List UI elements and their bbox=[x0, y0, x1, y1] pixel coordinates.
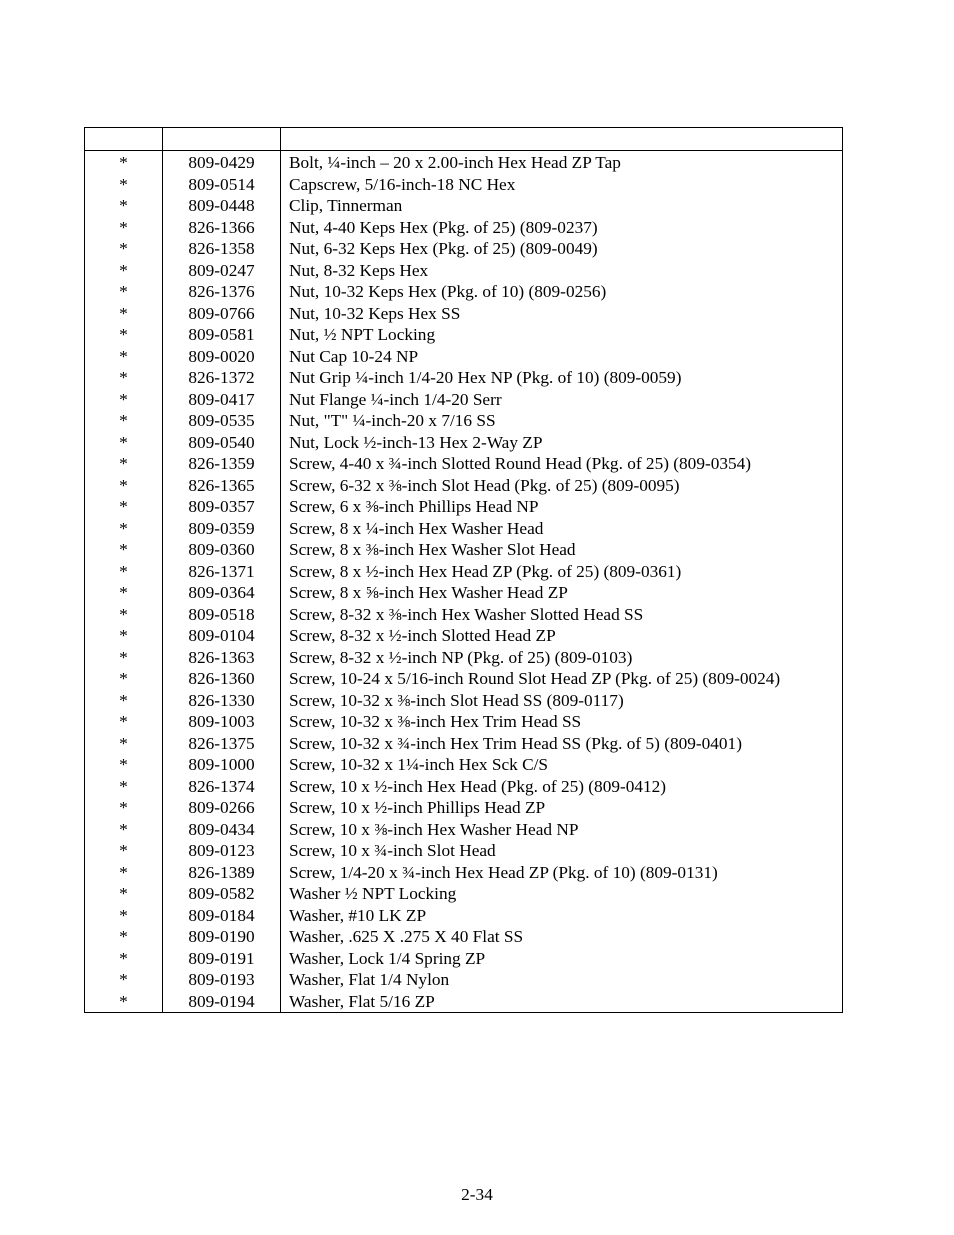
part-description: Clip, Tinnerman bbox=[281, 195, 843, 217]
part-description: Screw, 8-32 x ½-inch Slotted Head ZP bbox=[281, 625, 843, 647]
part-number: 809-0514 bbox=[163, 174, 281, 196]
part-description: Washer, .625 X .275 X 40 Flat SS bbox=[281, 926, 843, 948]
table-row bbox=[85, 453, 843, 475]
row-mark: * bbox=[85, 410, 163, 432]
part-number: 809-0364 bbox=[163, 582, 281, 604]
part-number: 809-1003 bbox=[163, 711, 281, 733]
row-mark: * bbox=[85, 776, 163, 798]
part-number: 809-0581 bbox=[163, 324, 281, 346]
part-number: 809-0123 bbox=[163, 840, 281, 862]
row-mark: * bbox=[85, 281, 163, 303]
table-row bbox=[85, 217, 843, 239]
part-number: 809-0448 bbox=[163, 195, 281, 217]
row-mark: * bbox=[85, 819, 163, 841]
part-number: 809-0357 bbox=[163, 496, 281, 518]
table-body bbox=[85, 151, 843, 1013]
table-row bbox=[85, 518, 843, 540]
table-row bbox=[85, 905, 843, 927]
part-description: Screw, 8-32 x ½-inch NP (Pkg. of 25) (809-0103) bbox=[281, 647, 843, 669]
part-number: 826-1374 bbox=[163, 776, 281, 798]
table-row bbox=[85, 991, 843, 1013]
part-number: 809-0360 bbox=[163, 539, 281, 561]
part-number: 809-0104 bbox=[163, 625, 281, 647]
row-mark: * bbox=[85, 690, 163, 712]
header-mark bbox=[85, 128, 163, 151]
part-number: 826-1365 bbox=[163, 475, 281, 497]
table-row bbox=[85, 367, 843, 389]
part-description: Nut Flange ¼-inch 1/4-20 Serr bbox=[281, 389, 843, 411]
table-row bbox=[85, 475, 843, 497]
table-row bbox=[85, 174, 843, 196]
table-row bbox=[85, 668, 843, 690]
row-mark: * bbox=[85, 711, 163, 733]
part-number: 826-1360 bbox=[163, 668, 281, 690]
part-description: Screw, 10 x ¾-inch Slot Head bbox=[281, 840, 843, 862]
part-number: 826-1376 bbox=[163, 281, 281, 303]
part-description: Screw, 6-32 x ⅜-inch Slot Head (Pkg. of 25) (809-0095) bbox=[281, 475, 843, 497]
table-row bbox=[85, 582, 843, 604]
row-mark: * bbox=[85, 733, 163, 755]
part-description: Nut, ½ NPT Locking bbox=[281, 324, 843, 346]
table-row bbox=[85, 151, 843, 174]
part-description: Screw, 10-32 x ¾-inch Hex Trim Head SS (Pkg. of 5) (809-0401) bbox=[281, 733, 843, 755]
part-number: 809-0535 bbox=[163, 410, 281, 432]
table-row bbox=[85, 797, 843, 819]
part-description: Washer, Flat 5/16 ZP bbox=[281, 991, 843, 1013]
part-number: 809-0359 bbox=[163, 518, 281, 540]
table-row bbox=[85, 733, 843, 755]
row-mark: * bbox=[85, 840, 163, 862]
row-mark: * bbox=[85, 969, 163, 991]
part-description: Washer, Lock 1/4 Spring ZP bbox=[281, 948, 843, 970]
row-mark: * bbox=[85, 604, 163, 626]
row-mark: * bbox=[85, 367, 163, 389]
table-row bbox=[85, 604, 843, 626]
row-mark: * bbox=[85, 217, 163, 239]
part-description: Screw, 10 x ½-inch Phillips Head ZP bbox=[281, 797, 843, 819]
row-mark: * bbox=[85, 862, 163, 884]
part-description: Nut, Lock ½-inch-13 Hex 2-Way ZP bbox=[281, 432, 843, 454]
row-mark: * bbox=[85, 668, 163, 690]
table-row bbox=[85, 195, 843, 217]
row-mark: * bbox=[85, 475, 163, 497]
table-row bbox=[85, 281, 843, 303]
part-description: Nut, 4-40 Keps Hex (Pkg. of 25) (809-0237) bbox=[281, 217, 843, 239]
table-row bbox=[85, 711, 843, 733]
part-description: Nut Cap 10-24 NP bbox=[281, 346, 843, 368]
row-mark: * bbox=[85, 754, 163, 776]
part-description: Screw, 10-32 x ⅜-inch Hex Trim Head SS bbox=[281, 711, 843, 733]
part-number: 809-0247 bbox=[163, 260, 281, 282]
part-number: 826-1389 bbox=[163, 862, 281, 884]
part-description: Screw, 8-32 x ⅜-inch Hex Washer Slotted Head SS bbox=[281, 604, 843, 626]
table-row bbox=[85, 496, 843, 518]
row-mark: * bbox=[85, 539, 163, 561]
table-row bbox=[85, 561, 843, 583]
part-description: Screw, 8 x ¼-inch Hex Washer Head bbox=[281, 518, 843, 540]
part-description: Screw, 8 x ⅝-inch Hex Washer Head ZP bbox=[281, 582, 843, 604]
part-description: Screw, 4-40 x ¾-inch Slotted Round Head (Pkg. of 25) (809-0354) bbox=[281, 453, 843, 475]
part-number: 809-0194 bbox=[163, 991, 281, 1013]
part-number: 826-1359 bbox=[163, 453, 281, 475]
table-row bbox=[85, 862, 843, 884]
part-number: 826-1375 bbox=[163, 733, 281, 755]
part-description: Washer ½ NPT Locking bbox=[281, 883, 843, 905]
part-description: Nut, 8-32 Keps Hex bbox=[281, 260, 843, 282]
part-number: 809-0518 bbox=[163, 604, 281, 626]
table-row bbox=[85, 840, 843, 862]
table-row bbox=[85, 303, 843, 325]
part-number: 826-1363 bbox=[163, 647, 281, 669]
part-number: 809-0020 bbox=[163, 346, 281, 368]
row-mark: * bbox=[85, 518, 163, 540]
part-description: Nut Grip ¼-inch 1/4-20 Hex NP (Pkg. of 10) (809-0059) bbox=[281, 367, 843, 389]
part-description: Screw, 10-32 x ⅜-inch Slot Head SS (809-0117) bbox=[281, 690, 843, 712]
table-row bbox=[85, 346, 843, 368]
row-mark: * bbox=[85, 883, 163, 905]
row-mark: * bbox=[85, 389, 163, 411]
table-row bbox=[85, 969, 843, 991]
header-description bbox=[281, 128, 843, 151]
row-mark: * bbox=[85, 797, 163, 819]
part-number: 809-0191 bbox=[163, 948, 281, 970]
part-number: 826-1358 bbox=[163, 238, 281, 260]
part-number: 809-0582 bbox=[163, 883, 281, 905]
part-description: Screw, 10-32 x 1¼-inch Hex Sck C/S bbox=[281, 754, 843, 776]
table-row bbox=[85, 625, 843, 647]
table-header-row bbox=[85, 128, 843, 151]
table-row bbox=[85, 260, 843, 282]
row-mark: * bbox=[85, 991, 163, 1013]
part-description: Screw, 8 x ⅜-inch Hex Washer Slot Head bbox=[281, 539, 843, 561]
part-number: 826-1371 bbox=[163, 561, 281, 583]
part-number: 809-0184 bbox=[163, 905, 281, 927]
row-mark: * bbox=[85, 432, 163, 454]
part-number: 809-0434 bbox=[163, 819, 281, 841]
part-number: 809-0429 bbox=[163, 151, 281, 174]
table-row bbox=[85, 432, 843, 454]
row-mark: * bbox=[85, 905, 163, 927]
table-row bbox=[85, 819, 843, 841]
part-description: Washer, #10 LK ZP bbox=[281, 905, 843, 927]
table-row bbox=[85, 754, 843, 776]
part-description: Nut, 10-32 Keps Hex SS bbox=[281, 303, 843, 325]
part-description: Screw, 8 x ½-inch Hex Head ZP (Pkg. of 25) (809-0361) bbox=[281, 561, 843, 583]
table-row bbox=[85, 238, 843, 260]
part-description: Nut, 6-32 Keps Hex (Pkg. of 25) (809-0049) bbox=[281, 238, 843, 260]
part-number: 809-0190 bbox=[163, 926, 281, 948]
header-part-number bbox=[163, 128, 281, 151]
table-row bbox=[85, 883, 843, 905]
row-mark: * bbox=[85, 561, 163, 583]
part-number: 809-0266 bbox=[163, 797, 281, 819]
table-row bbox=[85, 776, 843, 798]
row-mark: * bbox=[85, 303, 163, 325]
part-description: Nut, "T" ¼-inch-20 x 7/16 SS bbox=[281, 410, 843, 432]
page-number: 2-34 bbox=[461, 1185, 493, 1204]
part-description: Screw, 10-24 x 5/16-inch Round Slot Head ZP (Pkg. of 25) (809-0024) bbox=[281, 668, 843, 690]
table-row bbox=[85, 948, 843, 970]
part-description: Nut, 10-32 Keps Hex (Pkg. of 10) (809-0256) bbox=[281, 281, 843, 303]
row-mark: * bbox=[85, 151, 163, 174]
row-mark: * bbox=[85, 948, 163, 970]
part-number: 809-0193 bbox=[163, 969, 281, 991]
part-description: Screw, 10 x ½-inch Hex Head (Pkg. of 25) (809-0412) bbox=[281, 776, 843, 798]
part-number: 826-1372 bbox=[163, 367, 281, 389]
table-row bbox=[85, 539, 843, 561]
table-row bbox=[85, 410, 843, 432]
table-row bbox=[85, 389, 843, 411]
part-number: 809-1000 bbox=[163, 754, 281, 776]
table-row bbox=[85, 690, 843, 712]
row-mark: * bbox=[85, 174, 163, 196]
part-description: Washer, Flat 1/4 Nylon bbox=[281, 969, 843, 991]
part-description: Screw, 1/4-20 x ¾-inch Hex Head ZP (Pkg. of 10) (809-0131) bbox=[281, 862, 843, 884]
row-mark: * bbox=[85, 195, 163, 217]
row-mark: * bbox=[85, 324, 163, 346]
table-row bbox=[85, 324, 843, 346]
part-description: Screw, 6 x ⅜-inch Phillips Head NP bbox=[281, 496, 843, 518]
row-mark: * bbox=[85, 260, 163, 282]
part-description: Bolt, ¼-inch – 20 x 2.00-inch Hex Head ZP Tap bbox=[281, 151, 843, 174]
parts-table bbox=[84, 127, 843, 1013]
row-mark: * bbox=[85, 453, 163, 475]
part-number: 809-0417 bbox=[163, 389, 281, 411]
table-row bbox=[85, 647, 843, 669]
row-mark: * bbox=[85, 647, 163, 669]
part-number: 809-0540 bbox=[163, 432, 281, 454]
row-mark: * bbox=[85, 582, 163, 604]
row-mark: * bbox=[85, 346, 163, 368]
part-number: 809-0766 bbox=[163, 303, 281, 325]
part-description: Capscrew, 5/16-inch-18 NC Hex bbox=[281, 174, 843, 196]
row-mark: * bbox=[85, 496, 163, 518]
row-mark: * bbox=[85, 625, 163, 647]
row-mark: * bbox=[85, 926, 163, 948]
row-mark: * bbox=[85, 238, 163, 260]
part-number: 826-1366 bbox=[163, 217, 281, 239]
part-description: Screw, 10 x ⅜-inch Hex Washer Head NP bbox=[281, 819, 843, 841]
table-row bbox=[85, 926, 843, 948]
part-number: 826-1330 bbox=[163, 690, 281, 712]
